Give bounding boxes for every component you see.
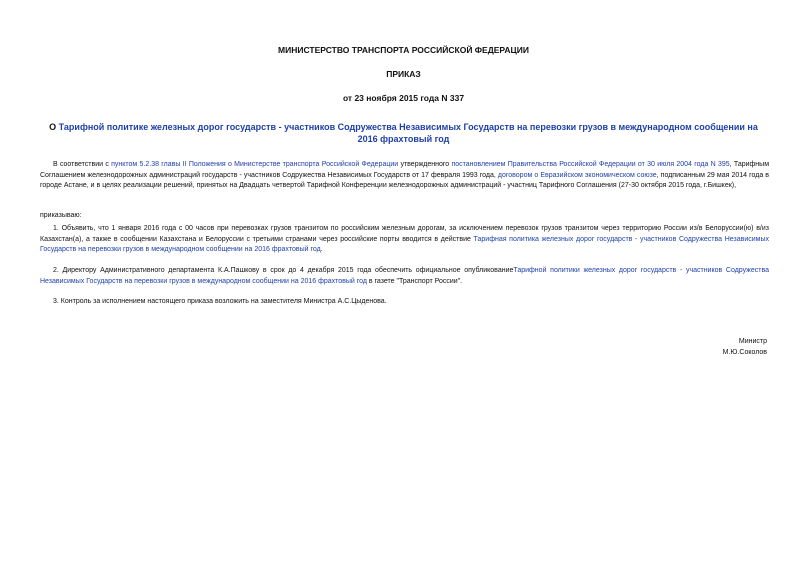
government-decree-link[interactable]: постановлением Правительства Российской Федерации от 30 июля 2004 года N 395: [451, 161, 730, 168]
eaeu-treaty-link[interactable]: договором о Евразийском экономическом союзе: [497, 171, 657, 179]
regulation-link[interactable]: пунктом 5.2.38 главы II Положения о Министерстве транспорта Российской Федерации: [111, 161, 399, 168]
ministry-heading: МИНИСТЕРСТВО ТРАНСПОРТА РОССИЙСКОЙ ФЕДЕРАЦИИ: [278, 45, 529, 55]
title-prefix: О: [49, 122, 59, 132]
tariff-policy-link-1[interactable]: Тарифная политика железных дорог государств - участников Содружества Независимых Государств на перевозки грузов в международном сообщении на 2016 фрахтовый год: [40, 235, 769, 253]
preamble-text-3: , Тарифным Соглашением железнодорожных администраций государств - участников Содружества Независимых Государств от 17 февраля 1993 года,: [40, 161, 770, 179]
order-item-2: [40, 266, 769, 287]
order-item-1: [40, 224, 769, 256]
order-item-3: 3. Контроль за исполнением настоящего приказа возложить на заместителя Министра А.С.Цыденова.: [53, 298, 387, 305]
signature-name: М.Ю.Соколов: [722, 349, 767, 356]
order-word: приказываю:: [40, 212, 82, 219]
item1-text-2: .: [320, 246, 323, 253]
tariff-policy-link-2[interactable]: Тарифной политики железных дорог государств - участников Содружества Независимых Государств на перевозки грузов в международном сообщении на 2016 фрахтовый год: [40, 267, 769, 285]
preamble-paragraph: [40, 160, 769, 192]
signature-position: Министр: [738, 338, 767, 345]
item2-text-1: 2. Директору Административного департамента К.А.Пашкову в срок до 4 декабря 2015 года обеспечить официальное опубликование: [53, 267, 514, 274]
item2-text-2: в газете "Транспорт России".: [366, 277, 463, 285]
preamble-text-2: утвержденного: [398, 161, 452, 168]
preamble-text-4: , подписанным 29 мая 2014 года в городе Астане, и в целях реализации решений, принятых на Двадцать четвертой Тарифной Конференции железнодорожных администраций - участниц Тарифного Соглашения (27-30 октября 2015 года, г.Бишкек),: [40, 171, 770, 189]
document-title: [40, 121, 767, 145]
item1-text-1: 1. Объявить, что 1 января 2016 года с 00 часов при перевозках грузов транзитом по российским железным дорогам, за исключением перевозок грузов транзитом через территорию России из/в Белоруссии(ю) в/из Казахстан(а), а также в сообщении Казахстана и Белоруссии с третьими странами через российские порты вводится в действие: [40, 225, 769, 243]
preamble-text-1: В соответствии с: [53, 161, 112, 168]
document-type: ПРИКАЗ: [386, 69, 421, 79]
document-date-number: от 23 ноября 2015 года N 337: [342, 93, 465, 103]
title-link[interactable]: Тарифной политике железных дорог государств - участников Содружества Независимых Государств на перевозки грузов в международном сообщении на 2016 фрахтовый год: [58, 122, 758, 144]
